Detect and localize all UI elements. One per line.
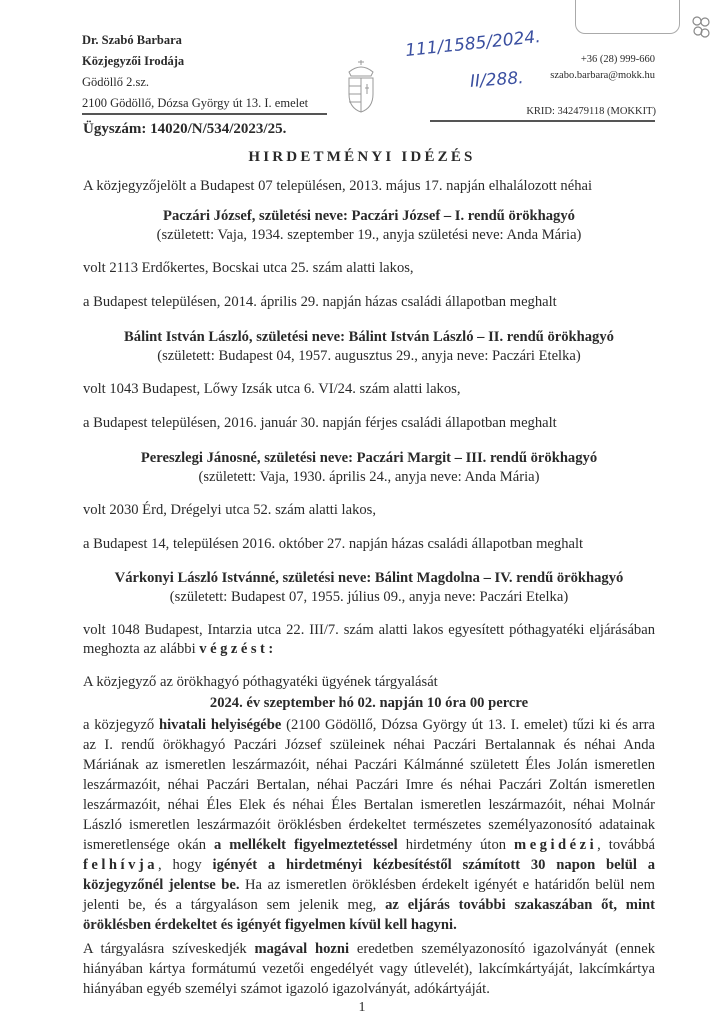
notary-letterhead [82, 30, 308, 114]
document-line [83, 569, 655, 587]
text-segment: a közjegyző [83, 717, 160, 733]
emphasized-text: Bálint István László, születési neve: Bálint István László – II. rendű örökhagyó [124, 329, 614, 345]
text-segment: jelenti be, és a tárgyaláson sem jelenik meg, [83, 897, 386, 913]
handwritten-file-number: II/288. [469, 68, 525, 92]
text-segment: Ha az ismeretlen öröklésben érdekelt igényét e határidőn belül nem [239, 877, 655, 893]
contact-info [550, 52, 655, 84]
text-segment: A közjegyző az örökhagyó póthagyatéki ügyének tárgyalását [83, 674, 438, 690]
emphasized-text: Paczári József, születési neve: Paczári József – I. rendű örökhagyó [163, 208, 575, 224]
emphasized-text: magával hozni [254, 941, 350, 957]
text-segment: (született: Vaja, 1934. szeptember 19., anyja születési neve: Anda Mária) [156, 227, 582, 243]
document-line [83, 226, 655, 244]
text-segment: , hogy [158, 857, 213, 873]
document-line [83, 640, 655, 658]
document-line [83, 980, 655, 998]
text-segment: (2100 Gödöllő, Dózsa György út 13. I. emelet) tűzi ki és arra [281, 717, 655, 733]
emphasized-text: Várkonyi László Istvánné, születési neve: Bálint Magdolna – IV. rendű örökhagyó [114, 570, 624, 586]
document-line [83, 347, 655, 365]
office-address: 2100 Gödöllő, Dózsa György út 13. I. emelet [82, 96, 309, 110]
document-line [83, 940, 655, 958]
header-rule-left [82, 113, 327, 115]
document-line [83, 259, 655, 277]
document-line [83, 736, 655, 754]
header-rule-right [430, 120, 655, 122]
document-line [83, 876, 655, 894]
emphasized-text: Pereszlegi Jánosné, születési neve: Paczári Margit – III. rendű örökhagyó [140, 450, 598, 466]
text-segment: eredetben személyazonosító igazolványát (ennek [349, 941, 655, 957]
document-line [83, 796, 655, 814]
stamp-mark-icon [690, 14, 712, 40]
text-segment: a Budapest 14, településen 2016. október 27. napján házas családi állapotban meghalt [83, 536, 584, 552]
document-line [83, 588, 655, 606]
text-segment: ismeretlensége okán [83, 837, 215, 853]
emphasized-text: felhívja [83, 857, 159, 873]
text-segment: a Budapest településen, 2016. január 30. napján férjes családi állapotban meghalt [83, 415, 557, 431]
document-line [83, 673, 655, 691]
received-stamp [575, 0, 680, 34]
text-segment: A közjegyzőjelölt a Budapest 07 településen, 2013. május 17. napján elhalálozott néhai [83, 178, 593, 194]
coat-of-arms-icon [343, 58, 379, 114]
text-segment: A tárgyalásra szíveskedjék [83, 941, 255, 957]
notary-name: Dr. Szabó Barbara [82, 33, 182, 47]
emphasized-text: 2024. év szeptember hó 02. napján 10 óra 00 percre [209, 695, 529, 711]
text-segment: (született: Vaja, 1930. április 24., anyja neve: Anda Mária) [198, 469, 540, 485]
text-segment: volt 2113 Erdőkertes, Bocskai utca 25. szám alatti lakos, [83, 260, 414, 276]
document-title: HIRDETMÉNYI IDÉZÉS [248, 149, 476, 165]
text-segment: volt 2030 Érd, Drégelyi utca 52. szám alatti lakos, [83, 502, 377, 518]
document-line [83, 449, 655, 467]
document-line [83, 896, 655, 914]
text-segment: hiányában egyéb személyi számot igazoló igazolványát, adókártyáját. [83, 981, 490, 997]
page-number: 1 [358, 1000, 366, 1015]
text-segment: a Budapest településen, 2014. április 29. napján házas családi állapotban meghalt [83, 294, 557, 310]
text-segment: volt 1048 Budapest, Intarzia utca 22. III/7. szám alatti lakos egyesített póthagyatéki eljárásában [83, 622, 655, 638]
document-line [83, 468, 655, 486]
document-line [83, 694, 655, 712]
document-line [83, 836, 655, 854]
document-line [83, 177, 655, 195]
emphasized-text: igényét a hirdetményi kézbesítéstől számított 30 napon belül a [212, 857, 655, 873]
document-line [83, 716, 655, 734]
text-segment: volt 1043 Budapest, Lőwy Izsák utca 6. VI/24. szám alatti lakos, [83, 381, 461, 397]
emphasized-text: : [268, 641, 274, 657]
text-segment: hirdetmény úton [397, 837, 515, 853]
document-line [83, 328, 655, 346]
emphasized-text: hivatali helyiségébe [159, 717, 282, 733]
emphasized-text: az eljárás további szakaszában őt, mint [385, 897, 655, 913]
document-line [83, 414, 655, 432]
phone-number: +36 (28) 999-660 [580, 54, 655, 65]
text-segment: Máriának az ismeretlen leszármazóit, néhai Paczári Kálmánné született Éles Jolán ismeretlen [83, 757, 655, 773]
emphasized-text: megidézi [514, 837, 598, 853]
document-line [83, 207, 655, 225]
text-segment: hiányában kártya formátumú vezetői engedélyét vagy útlevelét), lakcímkártyáját, lakcímkártya [83, 961, 655, 977]
text-segment: , továbbá [597, 837, 655, 853]
text-segment: (született: Budapest 07, 1955. július 09., anyja neve: Paczári Etelka) [169, 589, 569, 605]
email-address: szabo.barbara@mokk.hu [550, 70, 655, 81]
document-line [83, 621, 655, 639]
office-name: Közjegyzői Irodája [82, 54, 185, 68]
emphasized-text: öröklésben érdekeltet és igényét figyelmen kívül kell hagyni. [83, 917, 457, 933]
document-line [83, 501, 655, 519]
emphasized-text: végzést [199, 641, 269, 657]
document-line [83, 380, 655, 398]
text-segment: az I. rendű örökhagyó Paczári József szüleinek néhai Paczári Bertalannak és néhai Anda [83, 737, 655, 753]
text-segment: leszármazóit, néhai Paczári Bertalan, néhai Paczári Imre és néhai Paczári Zoltán ismeretlen [83, 777, 655, 793]
handwritten-registration-number: 111/1585/2024. [404, 26, 542, 62]
document-line [83, 293, 655, 311]
text-segment: László ismeretlen leszármazóit öröklésben érdekeltet természetes személyazonosító adatainak [83, 817, 655, 833]
emphasized-text: közjegyzőnél jelentse be. [83, 877, 240, 893]
document-line [83, 916, 655, 934]
document-line [83, 535, 655, 553]
text-segment: leszármazóit, néhai Éles Elek és néhai Éles Bertalan ismeretlen leszármazóit, néhai Molnár [83, 797, 655, 813]
krid-identifier: KRID: 342479118 (MOKKIT) [526, 106, 656, 117]
document-line [83, 776, 655, 794]
document-line [83, 756, 655, 774]
document-line [83, 960, 655, 978]
document-line [83, 816, 655, 834]
office-seat: Gödöllő 2.sz. [82, 75, 150, 89]
emphasized-text: a mellékelt figyelmeztetéssel [214, 837, 398, 853]
text-segment: (született: Budapest 04, 1957. augusztus 29., anyja neve: Paczári Etelka) [157, 348, 581, 364]
case-number: Ügyszám: 14020/N/534/2023/25. [83, 121, 287, 137]
document-line [83, 856, 655, 874]
text-segment: meghozta az alábbi [83, 641, 200, 657]
